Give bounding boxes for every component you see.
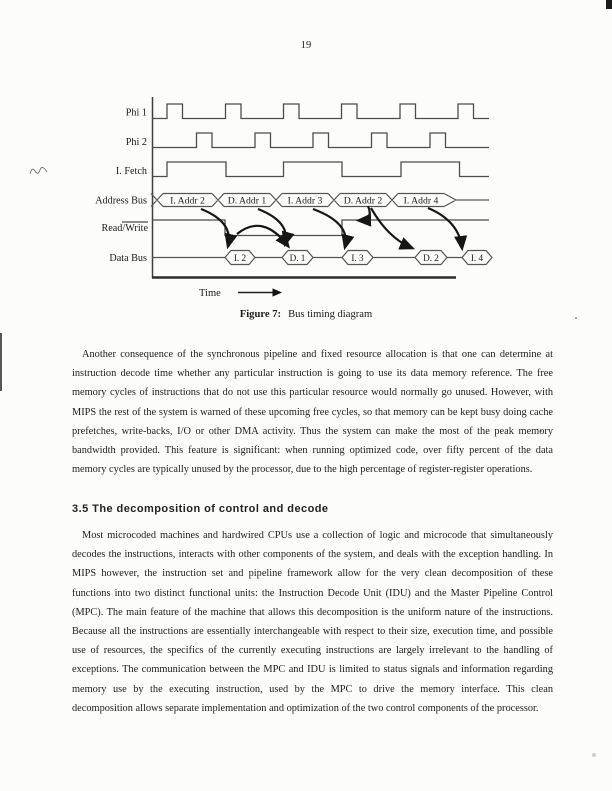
arrow-iaddr2-to-i2 — [201, 209, 229, 246]
address-bus-value: D. Addr 2 — [343, 195, 383, 207]
bus-timing-diagram — [0, 0, 612, 305]
figure-caption-label: Figure 7: — [239, 309, 282, 320]
address-bus-value: I. Addr 4 — [403, 195, 439, 207]
data-bus-value: I. 4 — [470, 253, 484, 263]
signal-label-address-bus: Address Bus — [95, 195, 147, 207]
signal-label-phi2: Phi 2 — [125, 137, 147, 148]
address-bus-value: I. Addr 3 — [287, 195, 323, 207]
signal-label-data-bus: Data Bus — [109, 253, 147, 264]
arrow-daddr2-to-readwrite — [359, 206, 370, 221]
paragraph-control-decode: Most microcoded machines and hardwired CPUs use a collection of logic and microcode that simultaneously decodes the instructions, interacts with other components of the system, and deals with the exception handling. In MIPS however, the instruction set and pipeline framework allow for the very clean decomposition of these functions into two distinct functional units: the Instruction Decode Unit (IDU) and the Master Pipeline Control (MPC). The main feature of the machine that allows this decomposition is the uniform nature of the instructions. Because all the instructions are essentially interchangeable with respect to their size, execution time, and possible use of resources, the specifics of the currently executing instructions are largely irrelevant to the handling of exceptions. The communication between the MPC and IDU is limited to status signals and information regarding memory use by the executing instruction, used by the MPC to drive the memory interface. This clean decomposition allows separate implementation and optimization of the two control components of the processor. — [72, 530, 553, 714]
arrow-iaddr3-to-i3 — [313, 209, 346, 247]
scan-speck — [592, 753, 596, 757]
phi1-waveform — [152, 104, 489, 119]
signal-label-read-write: Read/Write — [101, 223, 148, 234]
figure-caption-text: Bus timing diagram — [288, 309, 373, 320]
signal-label-ifetch: I. Fetch — [115, 166, 147, 177]
scan-edge-artifact — [0, 333, 2, 391]
address-bus-value: D. Addr 1 — [227, 195, 267, 207]
data-bus-value: I. 2 — [233, 253, 247, 263]
data-bus-value: I. 3 — [351, 253, 364, 263]
arrow-daddr2-to-d2 — [371, 208, 412, 248]
read-write-waveform — [152, 220, 489, 236]
margin-scribble — [30, 167, 47, 174]
ifetch-waveform — [152, 162, 489, 177]
signal-label-phi1: Phi 1 — [125, 107, 147, 119]
address-bus-value: I. Addr 2 — [170, 195, 205, 207]
paragraph-memory-cycles: Another consequence of the synchronous pipeline and fixed resource allocation is that one can determine at instruction decode time whether any particular instruction is going to use its data memory reference. The free memory cycles of instructions that do not use this particular resource would normally go unused. However, with MIPS the rest of the system is warned of these upcoming free cycles, so that memory can be kept busy doing cache prefetches, write-backs, I/O or other DMA activity. Thus the system can make the most of the peak memory bandwidth provided. This feature is significant: when running optimized code, over fifty percent of the data memory cycles are typically unused by the processor, due to the high percentage of register-register operations. — [72, 349, 553, 476]
phi2-waveform — [152, 133, 489, 148]
data-bus-value: D. 1 — [289, 253, 306, 263]
section-heading: 3.5 The decomposition of control and decode — [72, 503, 329, 515]
time-axis-label: Time — [199, 288, 221, 299]
data-bus-value: D. 2 — [423, 253, 439, 263]
figure-caption — [20, 309, 592, 320]
arrow-iaddr4-to-i4 — [428, 208, 462, 248]
page-number: 19 — [300, 40, 312, 51]
